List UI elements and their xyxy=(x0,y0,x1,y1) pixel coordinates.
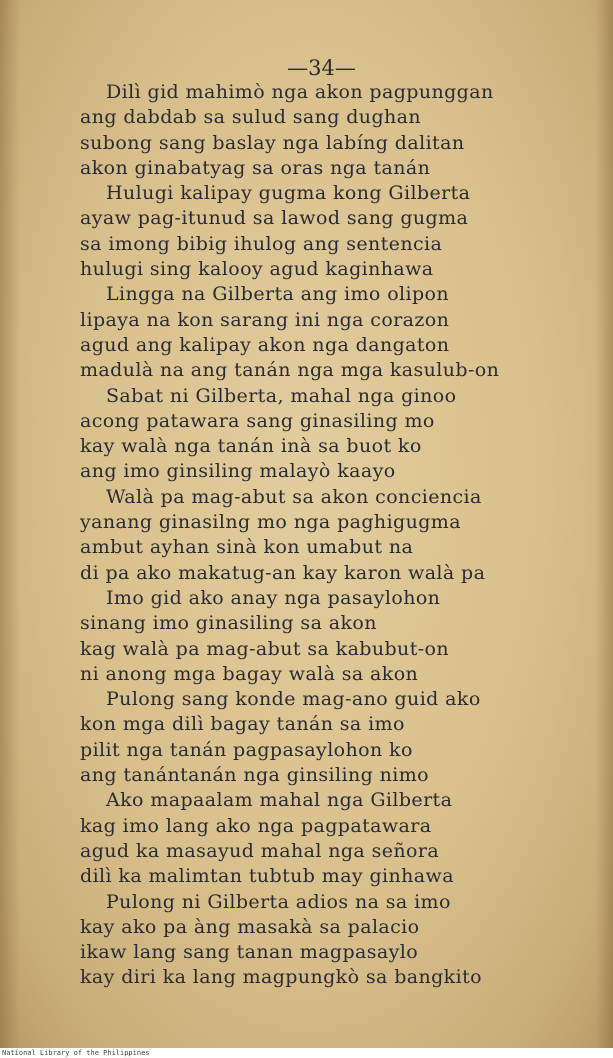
verse-line: akon ginabatyag sa oras nga tanán xyxy=(80,156,431,179)
verse-line: Ako mapaalam mahal nga Gilberta xyxy=(106,789,453,812)
verse-line: kag walà pa mag-abut sa kabubut-on xyxy=(80,637,450,660)
verse-line: Dilì gid mahimò nga akon pagpunggan xyxy=(106,81,494,103)
verse-line: yanang ginasilng mo nga paghigugma xyxy=(80,511,461,534)
page-edge-shadow xyxy=(595,0,613,1048)
verse-line: madulà na ang tanán nga mga kasulub-on xyxy=(80,359,500,382)
verse-line: kay diri ka lang magpungkò sa bangkito xyxy=(80,966,482,989)
verse-line: Sabat ni Gilberta, mahal nga ginoo xyxy=(106,384,457,407)
verse-line: ambut ayhan sinà kon umabut na xyxy=(80,536,414,559)
verse-line: Pulong sang konde mag-ano guid ako xyxy=(106,688,481,711)
verse-line: subong sang baslay nga labíng dalitan xyxy=(80,131,465,154)
verse-line: Pulong ni Gilberta adios na sa imo xyxy=(106,890,451,913)
verse-line: Walà pa mag-abut sa akon conciencia xyxy=(106,485,482,508)
verse-line: kay ako pa àng masakà sa palacio xyxy=(80,915,420,938)
page-gutter-shadow xyxy=(0,0,20,1048)
verse-line: agud ka masayud mahal nga señora xyxy=(80,839,440,862)
verse-line: di pa ako makatug-an kay karon walà pa xyxy=(80,561,486,584)
verse-line: ayaw pag-itunud sa lawod sang gugma xyxy=(80,207,469,230)
verse-line: sa imong bibig ihulog ang sentencia xyxy=(80,232,443,255)
verse-line: ni anong mga bagay walà sa akon xyxy=(80,662,419,685)
verse-line: ang dabdab sa sulud sang dughan xyxy=(80,106,422,129)
page-number: —34— xyxy=(287,56,356,80)
verse-line: kay walà nga tanán inà sa buot ko xyxy=(80,435,422,458)
verse-line: sinang imo ginasiling sa akon xyxy=(80,612,377,635)
verse-line: dilì ka malimtan tubtub may ginhawa xyxy=(80,865,454,888)
footer-credit: National Library of the Philippines xyxy=(2,1049,150,1057)
verse-line: pilit nga tanán pagpasaylohon ko xyxy=(80,738,413,761)
verse-line: ang tanántanán nga ginsiling nimo xyxy=(80,764,429,787)
footer-bar xyxy=(0,1048,613,1058)
verse-line: kon mga dilì bagay tanán sa imo xyxy=(80,713,405,736)
verse-line: ikaw lang sang tanan magpasaylo xyxy=(80,941,419,964)
verse-text xyxy=(80,80,499,991)
verse-line: acong patawara sang ginasiling mo xyxy=(80,409,435,432)
verse-line: kag imo lang ako nga pagpatawara xyxy=(80,814,432,837)
verse-line: hulugi sing kalooy agud kaginhawa xyxy=(80,258,434,281)
verse-line: ang imo ginsiling malayò kaayo xyxy=(80,460,396,483)
verse-line: Imo gid ako anay nga pasaylohon xyxy=(106,586,441,609)
verse-line: lipaya na kon sarang ini nga corazon xyxy=(80,308,450,331)
verse-line: agud ang kalipay akon nga dangaton xyxy=(80,333,450,356)
verse-line: Lingga na Gilberta ang imo olipon xyxy=(106,283,450,306)
verse-line: Hulugi kalipay gugma kong Gilberta xyxy=(106,182,471,205)
